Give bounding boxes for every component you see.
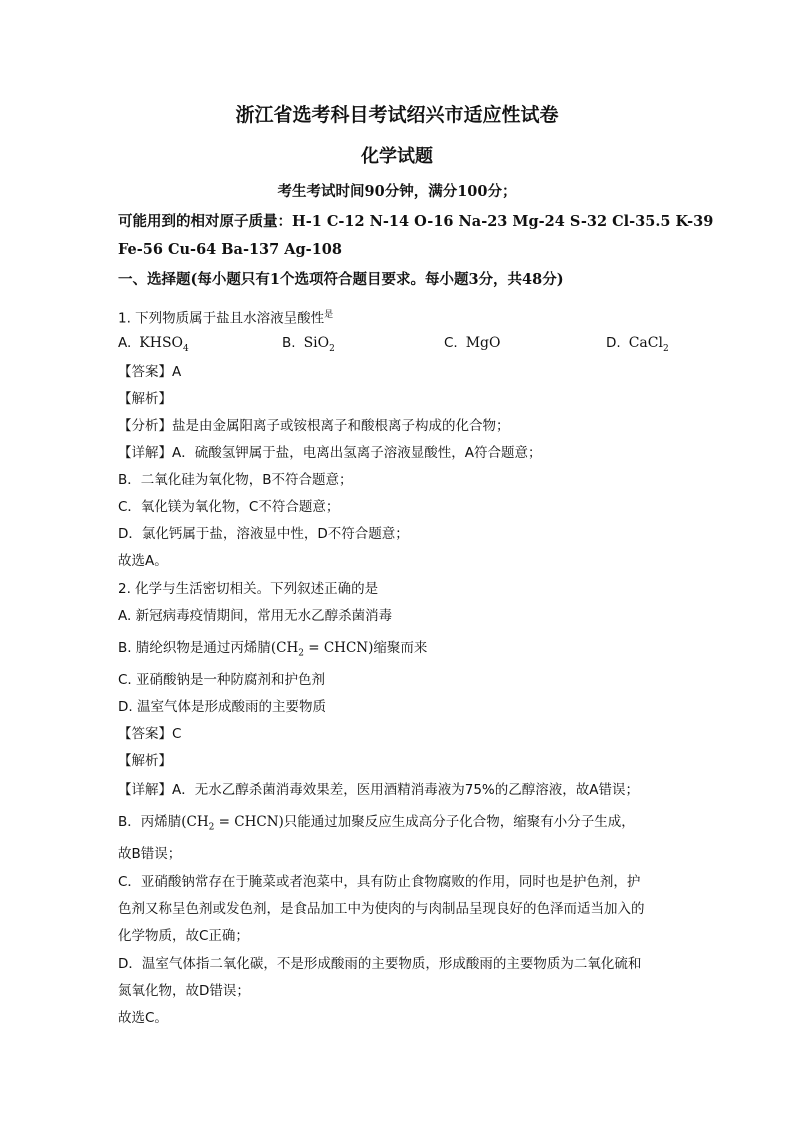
subject-title: 化学试题 — [361, 146, 433, 167]
question-2-detail-c-line-3: 化学物质，故C正确； — [118, 928, 249, 944]
question-1-option-b: B. SiO$_2$ — [282, 335, 335, 354]
question-2-option-b: B. 腈纶织物是通过丙烯腈($CH_2$ = CHCN)缩聚而来 — [118, 640, 428, 659]
question-1-analysis-label: 【解析】 — [118, 391, 172, 407]
question-2-conclusion: 故选C。 — [118, 1010, 168, 1026]
question-2-detail-c-line-2: 色剂又称呈色剂或发色剂，是食品加工中为使肉的与肉制品呈现良好的色泽而适当加入的 — [118, 901, 645, 917]
question-2-option-a: A. 新冠病毒疫情期间，常用无水乙醇杀菌消毒 — [118, 608, 393, 624]
question-1-stem: 1. 下列物质属于盐且水溶液呈酸性$^是$ — [118, 310, 334, 327]
question-1-explanation-line: D．氯化钙属于盐，溶液显中性，D不符合题意； — [118, 526, 409, 542]
question-1-explanation-line: C．氧化镁为氧化物，C不符合题意； — [118, 499, 340, 515]
question-2-analysis-label: 【解析】 — [118, 753, 172, 769]
question-2-detail-b: B．丙烯腈($CH_2$ = CHCN)只能通过加聚反应生成高分子化合物，缩聚有小分子生成， — [118, 814, 635, 833]
question-1-answer: 【答案】A — [118, 364, 182, 380]
question-1-explanation-line: 【详解】A．硫酸氢钾属于盐，电离出氢离子溶液显酸性，A符合题意； — [118, 445, 542, 461]
acrylonitrile-formula: ($CH_2$ = CHCN) — [270, 640, 374, 659]
question-2-detail-d-line-2: 氮氧化物，故D错误； — [118, 983, 250, 999]
question-2-detail-d-line-1: D．温室气体指二氧化碳，不是形成酸雨的主要物质，形成酸雨的主要物质为二氧化硫和 — [118, 956, 642, 972]
question-1-option-a: A. $KHSO_4$ — [118, 335, 189, 354]
question-1-explanation-line: B．二氧化硅为氧化物，B不符合题意； — [118, 472, 353, 488]
acrylonitrile-formula: ($CH_2$ = CHCN) — [181, 814, 284, 833]
question-2-answer: 【答案】C — [118, 726, 182, 742]
question-2-option-d: D. 温室气体是形成酸雨的主要物质 — [118, 699, 326, 715]
question-2-stem: 2. 化学与生活密切相关。下列叙述正确的是 — [118, 581, 379, 597]
question-1-option-c: C. MgO — [444, 335, 501, 351]
atomic-masses-line-2: Fe-56 Cu-64 Ba-137 Ag-108 — [118, 241, 342, 258]
question-2-detail-b-continued: 故B错误； — [118, 846, 182, 862]
question-2-detail-a: 【详解】A．无水乙醇杀菌消毒效果差，医用酒精消毒液为75%的乙醇溶液，故A错误； — [118, 782, 639, 798]
exam-title: 浙江省选考科目考试绍兴市适应性试卷 — [235, 104, 559, 126]
question-1-explanation-line: 【分析】盐是由金属阳离子或铵根离子和酸根离子构成的化合物； — [118, 418, 510, 434]
atomic-masses-line-1: 可能用到的相对原子质量：H-1 C-12 N-14 O-16 Na-23 Mg-24 S-32 Cl-35.5 K-39 — [118, 213, 714, 230]
question-1-conclusion: 故选A。 — [118, 553, 168, 569]
exam-info: 考生考试时间90分钟，满分100分； — [277, 183, 517, 200]
section-heading: 一、选择题(每小题只有1个选项符合题目要求。每小题3分，共48分) — [118, 271, 564, 288]
question-1-option-d: D. CaCl$_2$ — [606, 335, 669, 354]
question-2-option-c: C. 亚硝酸钠是一种防腐剂和护色剂 — [118, 672, 326, 688]
question-2-detail-c-line-1: C．亚硝酸钠常存在于腌菜或者泡菜中，具有防止食物腐败的作用，同时也是护色剂，护 — [118, 874, 641, 890]
